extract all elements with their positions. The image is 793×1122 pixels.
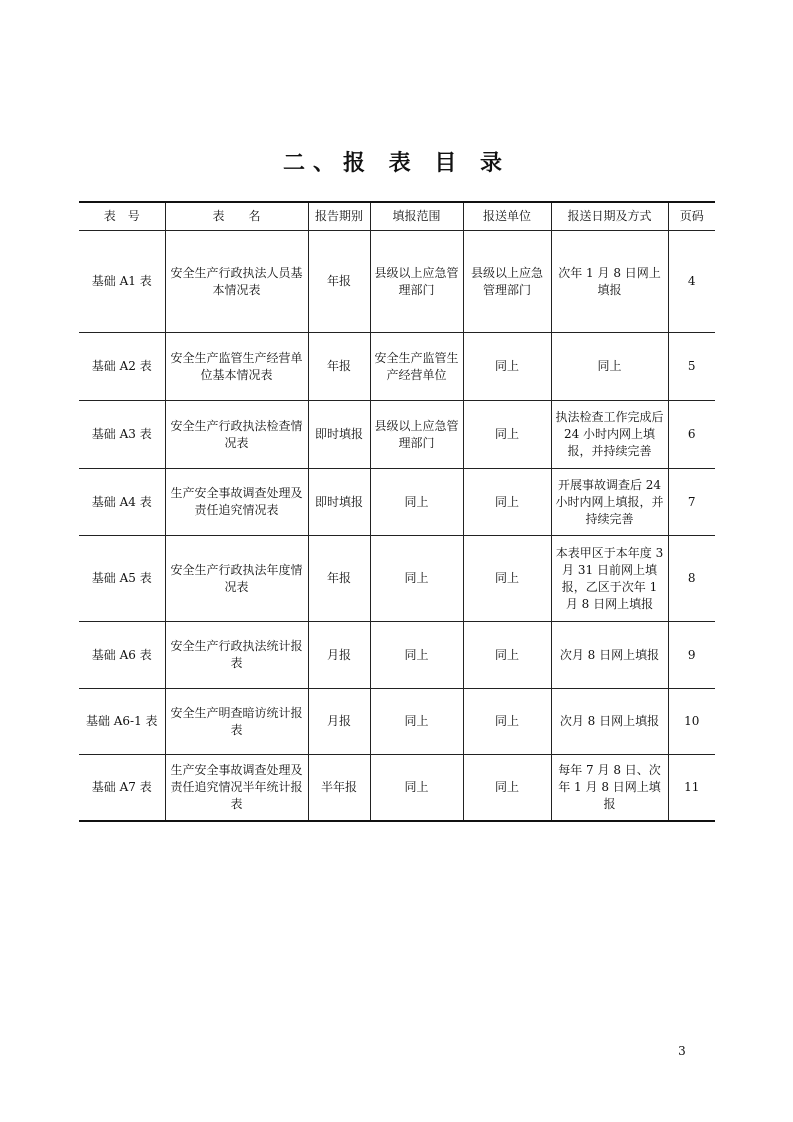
table-cell-method: 本表甲区于本年度 3 月 31 日前网上填报，乙区于次年 1 月 8 日网上填报 xyxy=(551,536,668,622)
table-row xyxy=(79,755,715,821)
column-header-period: 报告期别 xyxy=(308,202,370,231)
column-header-name: 表 名 xyxy=(165,202,308,231)
column-header-scope: 填报范围 xyxy=(370,202,463,231)
table-cell-period: 年报 xyxy=(308,536,370,622)
table-cell-code: 基础 A1 表 xyxy=(79,231,165,333)
table-cell-unit: 同上 xyxy=(463,755,551,821)
table-cell-method: 执法检查工作完成后 24 小时内网上填报，并持续完善 xyxy=(551,401,668,469)
table-cell-name: 安全生产行政执法人员基本情况表 xyxy=(165,231,308,333)
table-cell-unit: 同上 xyxy=(463,401,551,469)
table-cell-period: 即时填报 xyxy=(308,401,370,469)
table-cell-scope: 同上 xyxy=(370,755,463,821)
table-row xyxy=(79,333,715,401)
table-cell-method: 开展事故调查后 24 小时内网上填报，并持续完善 xyxy=(551,469,668,536)
table-cell-page: 4 xyxy=(668,231,715,333)
table-cell-code: 基础 A6 表 xyxy=(79,622,165,689)
table-cell-name: 安全生产行政执法年度情况表 xyxy=(165,536,308,622)
report-catalog-table xyxy=(79,201,715,822)
table-cell-period: 即时填报 xyxy=(308,469,370,536)
column-header-method: 报送日期及方式 xyxy=(551,202,668,231)
table-row xyxy=(79,231,715,333)
table-cell-page: 8 xyxy=(668,536,715,622)
table-cell-unit: 县级以上应急管理部门 xyxy=(463,231,551,333)
table-cell-scope: 安全生产监管生产经营单位 xyxy=(370,333,463,401)
table-cell-method: 次月 8 日网上填报 xyxy=(551,622,668,689)
table-cell-unit: 同上 xyxy=(463,333,551,401)
table-cell-page: 7 xyxy=(668,469,715,536)
table-cell-code: 基础 A7 表 xyxy=(79,755,165,821)
table-cell-period: 年报 xyxy=(308,333,370,401)
table-row xyxy=(79,536,715,622)
table-cell-period: 年报 xyxy=(308,231,370,333)
table-cell-scope: 县级以上应急管理部门 xyxy=(370,401,463,469)
table-cell-name: 安全生产行政执法检查情况表 xyxy=(165,401,308,469)
table-cell-scope: 同上 xyxy=(370,689,463,755)
table-cell-method: 次年 1 月 8 日网上填报 xyxy=(551,231,668,333)
table-cell-period: 月报 xyxy=(308,689,370,755)
table-cell-unit: 同上 xyxy=(463,689,551,755)
table-row xyxy=(79,401,715,469)
table-cell-method: 每年 7 月 8 日、次年 1 月 8 日网上填报 xyxy=(551,755,668,821)
table-cell-unit: 同上 xyxy=(463,622,551,689)
table-cell-name: 安全生产明查暗访统计报表 xyxy=(165,689,308,755)
table-cell-name: 安全生产监管生产经营单位基本情况表 xyxy=(165,333,308,401)
table-row xyxy=(79,689,715,755)
table-cell-name: 生产安全事故调查处理及责任追究情况半年统计报表 xyxy=(165,755,308,821)
table-cell-code: 基础 A6-1 表 xyxy=(79,689,165,755)
table-cell-page: 9 xyxy=(668,622,715,689)
column-header-code: 表 号 xyxy=(79,202,165,231)
table-cell-page: 5 xyxy=(668,333,715,401)
table-cell-code: 基础 A3 表 xyxy=(79,401,165,469)
column-header-page: 页码 xyxy=(668,202,715,231)
page-number: 3 xyxy=(678,1044,686,1058)
table-row xyxy=(79,622,715,689)
table-cell-period: 月报 xyxy=(308,622,370,689)
table-cell-page: 6 xyxy=(668,401,715,469)
table-cell-code: 基础 A5 表 xyxy=(79,536,165,622)
table-cell-unit: 同上 xyxy=(463,469,551,536)
table-header-row xyxy=(79,202,715,231)
table-cell-unit: 同上 xyxy=(463,536,551,622)
table-cell-method: 同上 xyxy=(551,333,668,401)
table-cell-page: 10 xyxy=(668,689,715,755)
column-header-unit: 报送单位 xyxy=(463,202,551,231)
table-cell-scope: 县级以上应急管理部门 xyxy=(370,231,463,333)
table-cell-name: 生产安全事故调查处理及责任追究情况表 xyxy=(165,469,308,536)
table-cell-page: 11 xyxy=(668,755,715,821)
page-title: 二、报 表 目 录 xyxy=(283,151,510,176)
table-cell-scope: 同上 xyxy=(370,536,463,622)
table-cell-scope: 同上 xyxy=(370,469,463,536)
table-row xyxy=(79,469,715,536)
table-cell-code: 基础 A4 表 xyxy=(79,469,165,536)
table-cell-code: 基础 A2 表 xyxy=(79,333,165,401)
table-cell-method: 次月 8 日网上填报 xyxy=(551,689,668,755)
table-cell-period: 半年报 xyxy=(308,755,370,821)
table-cell-name: 安全生产行政执法统计报表 xyxy=(165,622,308,689)
table-cell-scope: 同上 xyxy=(370,622,463,689)
